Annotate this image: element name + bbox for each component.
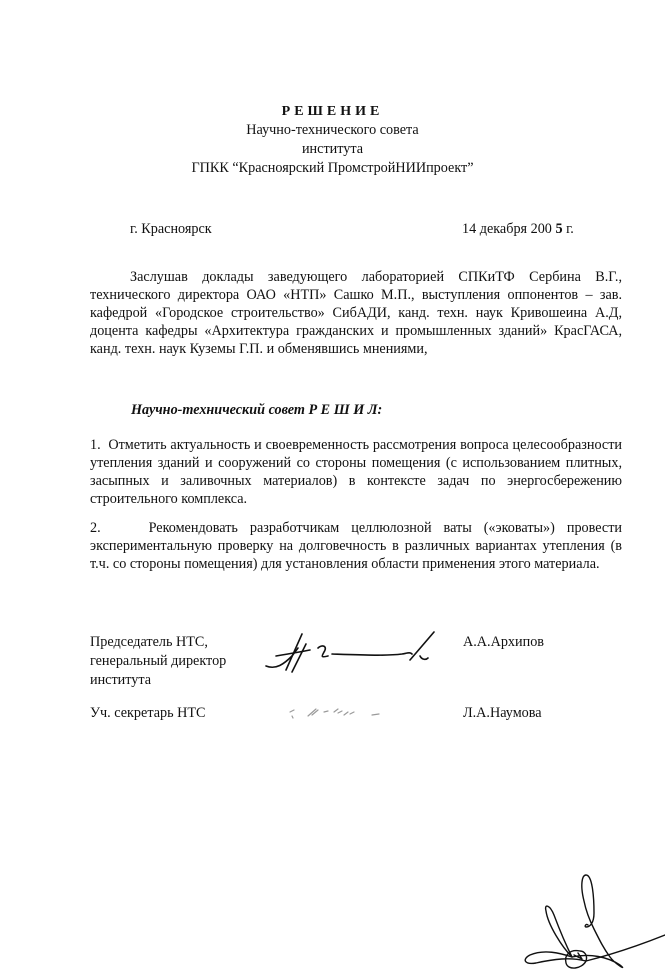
- item-number: 2.: [90, 520, 101, 536]
- document-title: РЕШЕНИЕ: [281, 104, 384, 119]
- item-text: Рекомендовать разработчикам целлюлозной ваты («эковаты») провести экспериментальную проверку на долговечность в различных вариантах утепления (в т.ч. со стороны помещения) для установления области применения этого материала.: [90, 520, 622, 572]
- city: г. Красноярск: [130, 221, 212, 237]
- council-name: Научно-технического совета: [246, 122, 419, 138]
- organization-name: ГПКК “Красноярский ПромстройНИИпроект”: [191, 160, 474, 176]
- role-line: Уч. секретарь НТС: [90, 705, 206, 721]
- document-date: [462, 221, 574, 238]
- decision-item-1: [90, 436, 622, 508]
- date-suffix: г.: [562, 221, 574, 237]
- signer-name: Л.А.Наумова: [463, 705, 542, 721]
- signer-role: [90, 633, 270, 690]
- date-year-digit: 5: [555, 221, 563, 237]
- document-header: [0, 102, 665, 178]
- item-text: Отметить актуальность и своевременность рассмотрения вопроса целесообразности утепления зданий и сооружений со стороны помещения (с использованием плитных, засыпных и заливочных материалов) в контексте задач по энергосбережению строительного комплекса.: [90, 437, 622, 507]
- decision-item-2: [90, 519, 622, 573]
- decision-heading: Научно-технический совет Р Е Ш И Л:: [131, 402, 383, 418]
- intro-paragraph: Заслушав доклады заведующего лабораторией СПКиТФ Сербина В.Г., технического директора ОАО «НТП» Сашко М.П., выступления оппонентов – зав. кафедрой «Городское строительство» СибАДИ, канд. техн. наук Кривошеина А.Д, доцента кафедры «Архитектура гражданских и промышленных зданий» КрасГАСА, канд. техн. наук Куземы Г.П. и обменявшись мнениями,: [90, 269, 622, 357]
- bottom-signature-icon: [520, 865, 665, 976]
- chairman-signature-icon: [262, 626, 442, 676]
- date-prefix: 14 декабря 200: [462, 221, 556, 237]
- signer-role: [90, 704, 270, 723]
- signer-name: А.А.Архипов: [463, 634, 544, 650]
- role-line: генеральный директор: [90, 653, 227, 669]
- secretary-signature-icon: [282, 700, 392, 726]
- item-number: 1.: [90, 437, 101, 453]
- role-line: института: [90, 672, 152, 688]
- role-line: Председатель НТС,: [90, 634, 208, 650]
- institute-label: института: [301, 141, 364, 157]
